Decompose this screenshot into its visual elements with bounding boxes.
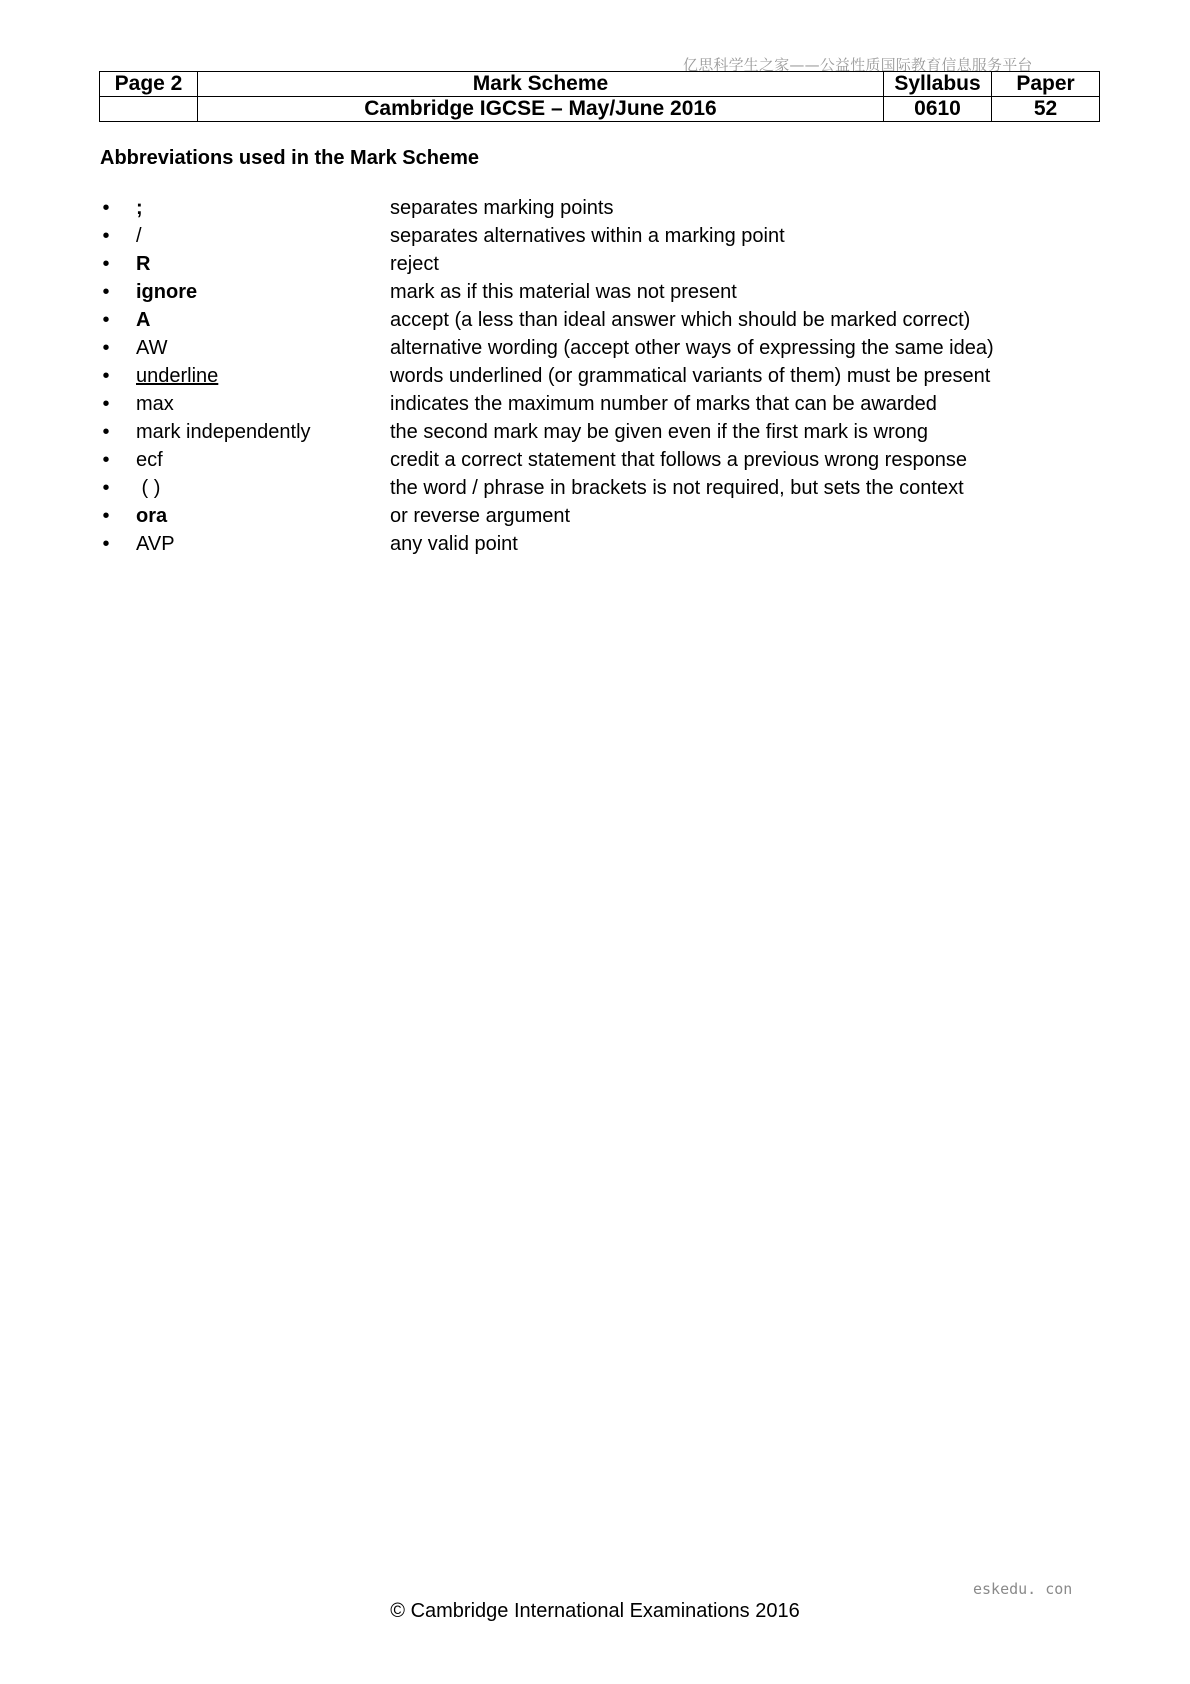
bullet-icon: • [102,393,110,415]
abbreviation-term: A [136,309,151,331]
abbreviation-term: ; [136,197,143,219]
document-title: Mark Scheme [198,72,884,97]
abbreviation-description: alternative wording (accept other ways of expressing the same idea) [390,337,994,359]
abbreviation-description: the second mark may be given even if the first mark is wrong [390,421,929,443]
abbreviation-term: / [136,225,142,247]
abbreviation-description: accept (a less than ideal answer which should be marked correct) [390,309,971,331]
bullet-icon: • [102,337,110,359]
syllabus-code: 0610 [884,97,992,122]
abbreviation-description: indicates the maximum number of marks that can be awarded [390,393,937,415]
watermark-top: 亿思科学生之家——公益性质国际教育信息服务平台 [683,56,1033,74]
bullet-icon: • [102,533,110,555]
copyright-footer: © Cambridge International Examinations 2016 [390,1600,800,1622]
abbreviation-description: separates alternatives within a marking point [390,225,785,247]
abbreviation-term: R [136,253,151,275]
bullet-icon: • [102,309,110,331]
abbreviation-term: ignore [136,281,198,303]
page-number: Page 2 [100,72,198,97]
bullet-icon: • [102,477,110,499]
section-heading: Abbreviations used in the Mark Scheme [100,147,479,169]
abbreviation-term: AW [136,337,168,359]
abbreviation-description: separates marking points [390,197,614,219]
abbreviation-term: ecf [136,449,163,471]
bullet-icon: • [102,505,110,527]
bullet-icon: • [102,197,110,219]
bullet-icon: • [102,365,110,387]
bullet-icon: • [102,225,110,247]
abbreviation-description: reject [390,253,439,275]
abbreviation-description: the word / phrase in brackets is not required, but sets the context [390,477,964,499]
header-table [99,71,1100,122]
syllabus-label: Syllabus [884,72,992,97]
abbreviation-description: or reverse argument [390,505,571,527]
exam-name: Cambridge IGCSE – May/June 2016 [198,97,884,122]
abbreviation-term: AVP [136,533,175,555]
bullet-icon: • [102,253,110,275]
abbreviation-term: underline [136,365,219,387]
watermark-bottom: eskedu. con [973,1580,1073,1598]
paper-label: Paper [992,72,1100,97]
abbreviation-term: ( ) [136,477,161,499]
abbreviation-term: ora [136,505,168,527]
bullet-icon: • [102,281,110,303]
paper-number: 52 [992,97,1100,122]
abbreviation-description: words underlined (or grammatical variants of them) must be present [390,365,991,387]
abbreviation-term: max [136,393,174,415]
abbreviation-description: credit a correct statement that follows a previous wrong response [390,449,967,471]
empty-cell [100,97,198,122]
bullet-icon: • [102,449,110,471]
abbreviation-description: any valid point [390,533,518,555]
bullet-icon: • [102,421,110,443]
abbreviation-description: mark as if this material was not present [390,281,737,303]
abbreviation-term: mark independently [136,421,311,443]
